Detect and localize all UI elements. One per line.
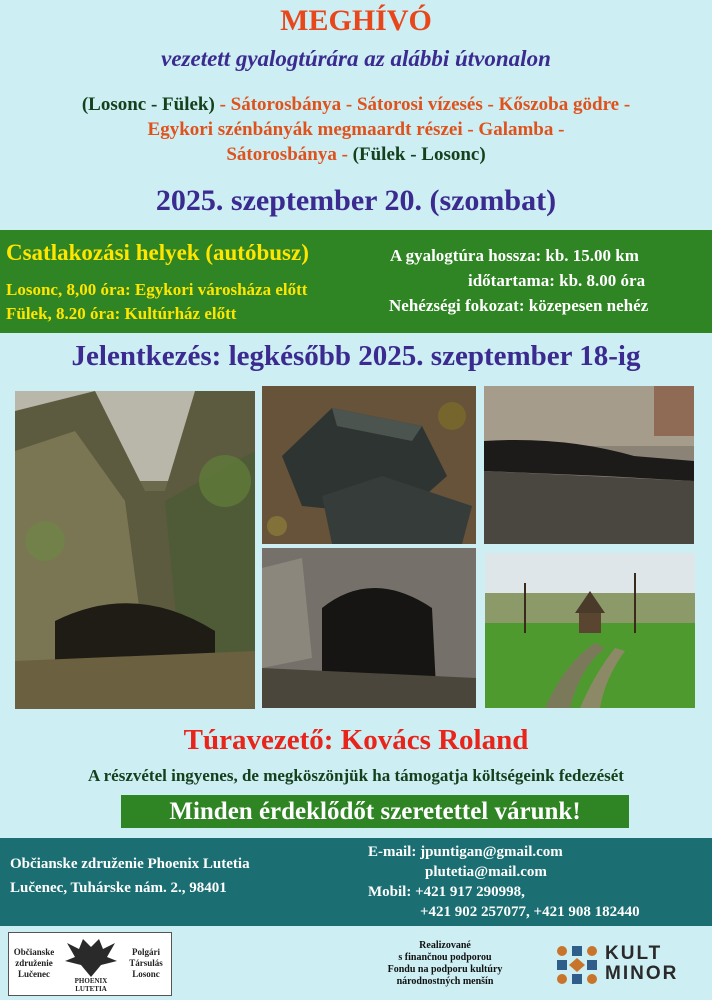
stamp-right-text: Polgári Társulás Losonc xyxy=(129,947,163,979)
minor-text: MINOR xyxy=(605,963,679,984)
kult-minor-logo xyxy=(555,944,700,986)
photo-coal-seam xyxy=(484,386,694,544)
route-segment-2: Egykori szénbányák megmaardt részei - Galamba - xyxy=(147,119,565,140)
event-date: 2025. szeptember 20. (szombat) xyxy=(155,184,557,217)
page-title: MEGHÍVÓ xyxy=(280,4,432,37)
funding-note: Realizované s finančnou podporou Fondu na podporu kultúry národnostných menšín xyxy=(387,940,503,987)
page-subtitle: vezetett gyalogtúrára az alábbi útvonalon xyxy=(161,46,551,71)
email-secondary[interactable]: plutetia@mail.com xyxy=(425,864,547,880)
mobile-secondary: +421 902 257077, +421 908 182440 xyxy=(420,904,640,920)
kult-minor-icon xyxy=(555,944,599,986)
organizer-address: Lučenec, Tuhárske nám. 2., 98401 xyxy=(10,880,227,896)
participation-note: A részvétel ingyenes, de megköszönjük ha támogatja költségeink fedezését xyxy=(88,766,624,785)
tour-guide: Túravezető: Kovács Roland xyxy=(183,724,529,756)
stamp-logo-text: PHOENIX LUTETIA xyxy=(74,977,108,993)
route-segment-1: - Sátorosbánya - Sátorosi vízesés - Kőszoba gödre - xyxy=(214,94,631,115)
photo-rock xyxy=(262,386,476,544)
hike-difficulty: Nehézségi fokozat: közepesen nehéz xyxy=(389,296,649,315)
organizer-stamp-logo xyxy=(8,932,172,996)
hike-duration: időtartama: kb. 8.00 óra xyxy=(468,271,646,290)
meeting-place-fulek: Fülek, 8.20 óra: Kultúrház előtt xyxy=(6,304,237,323)
phoenix-bird-icon xyxy=(61,939,121,979)
meeting-info-band xyxy=(0,230,712,333)
organizer-name: Občianske združenie Phoenix Lutetia xyxy=(10,856,250,872)
registration-deadline: Jelentkezés: legkésőbb 2025. szeptember 18-ig xyxy=(71,340,641,372)
mobile-primary: Mobil: +421 917 290998, xyxy=(368,884,525,900)
meeting-heading: Csatlakozási helyek (autóbusz) xyxy=(6,240,309,265)
stamp-left-text: Občianske združenie Lučenec xyxy=(13,947,55,979)
kult-text: KULT xyxy=(605,943,663,964)
hike-length: A gyalogtúra hossza: kb. 15.00 km xyxy=(390,246,639,265)
route-description xyxy=(20,92,692,167)
email-primary[interactable]: E-mail: jpuntigan@gmail.com xyxy=(368,844,563,860)
route-end: (Fülek - Losonc) xyxy=(352,144,486,165)
photo-gorge xyxy=(15,391,255,709)
contact-band xyxy=(0,838,712,926)
meeting-place-losonc: Losonc, 8,00 óra: Egykori városháza előtt xyxy=(6,280,308,299)
welcome-banner: Minden érdeklődőt szeretettel várunk! xyxy=(121,795,629,828)
route-segment-3: Sátorosbánya - xyxy=(226,144,353,165)
photo-park-chapel xyxy=(485,553,695,708)
photo-cave xyxy=(262,548,476,708)
route-start: (Losonc - Fülek) xyxy=(81,94,215,115)
